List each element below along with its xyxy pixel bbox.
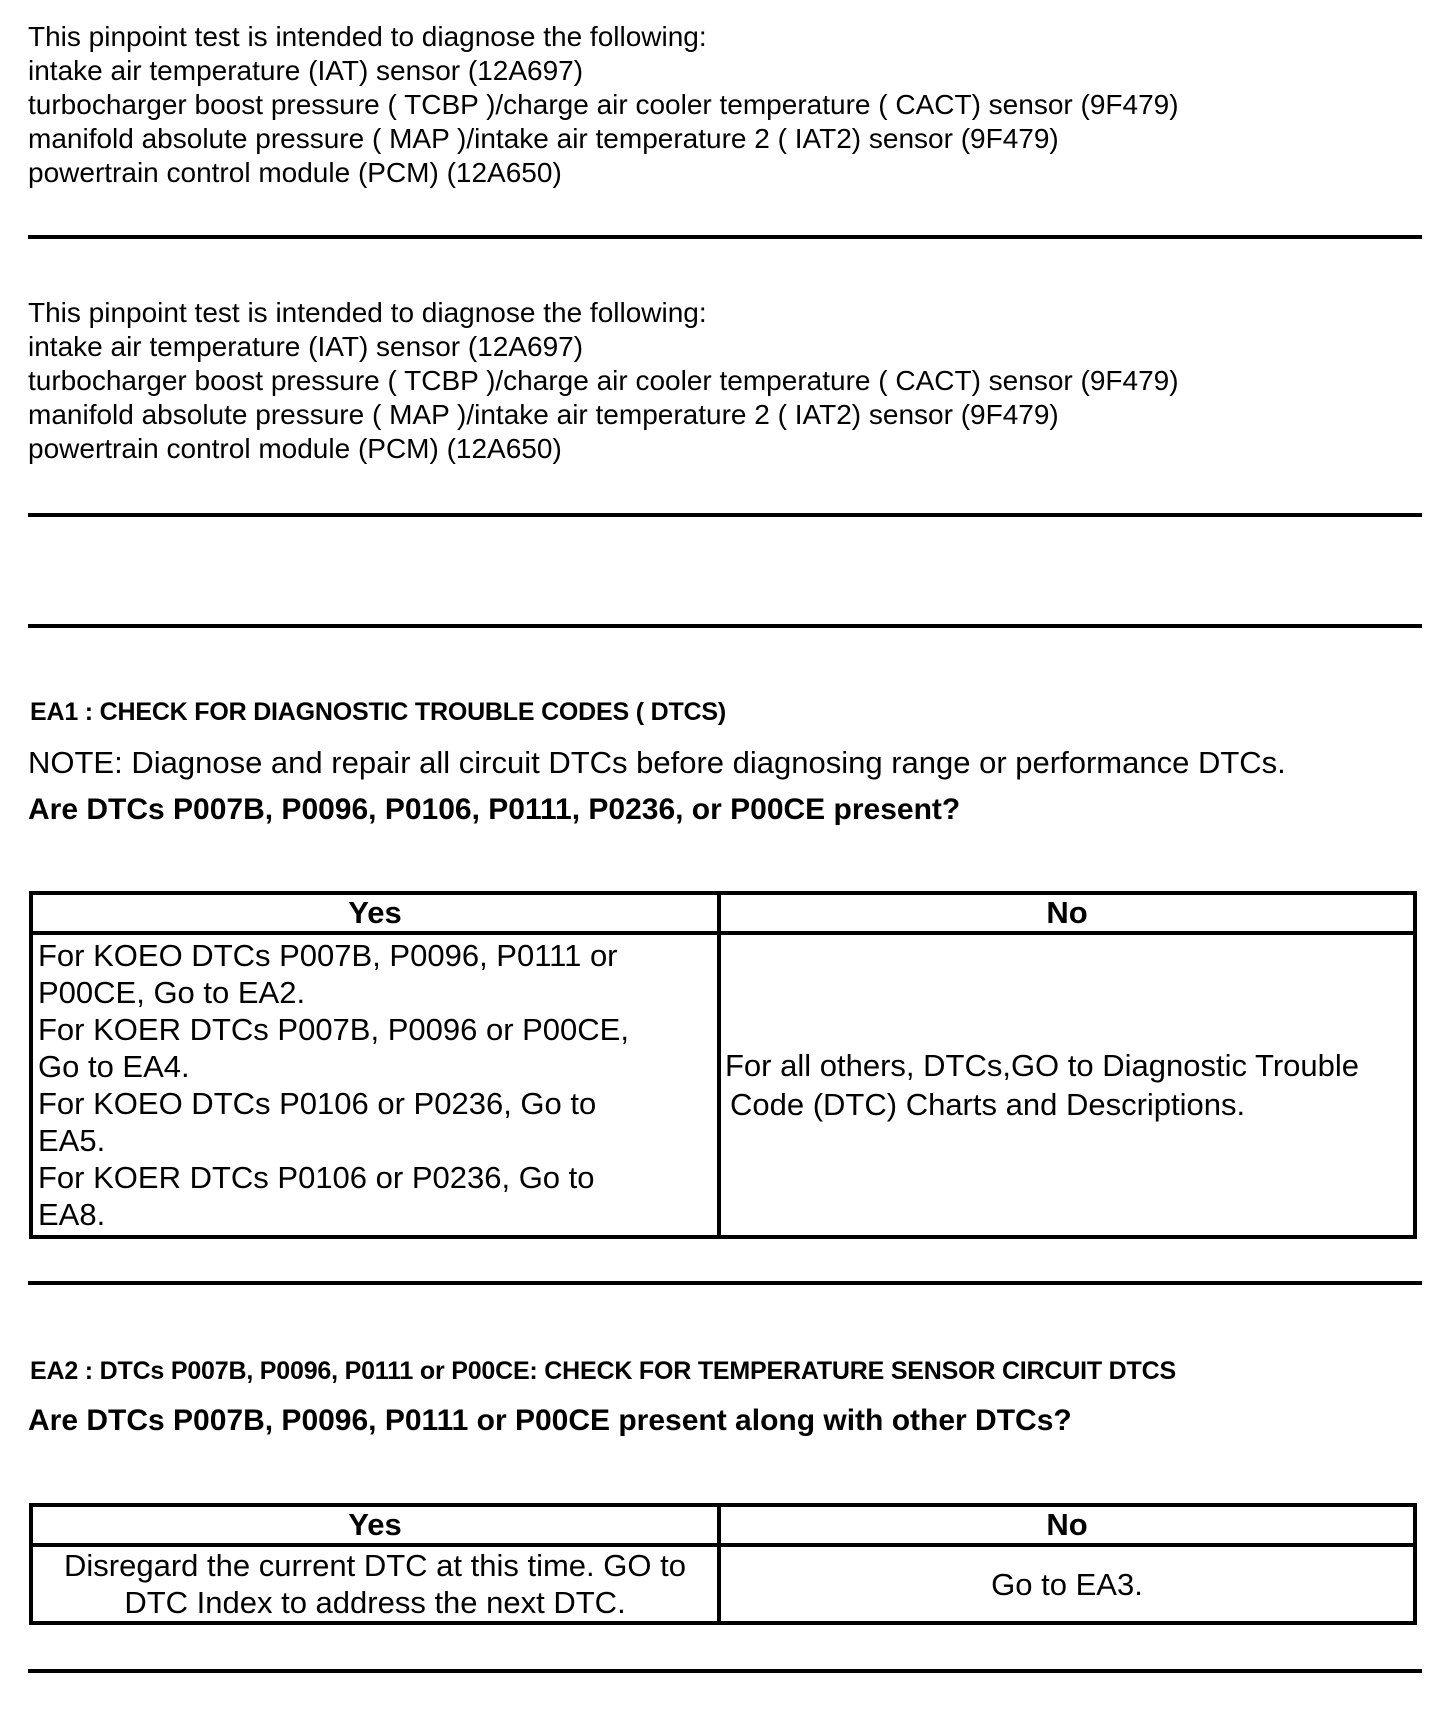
intro-line: powertrain control module (PCM) (12A650)	[28, 157, 562, 188]
intro-line: intake air temperature (IAT) sensor (12A697)	[28, 331, 584, 362]
divider-rule	[28, 235, 1422, 239]
ea2-yes-no-table	[29, 1503, 1417, 1625]
intro-line: manifold absolute pressure ( MAP )/intake air temperature 2 ( IAT2) sensor (9F479)	[28, 399, 1059, 430]
yes-line: For KOER DTCs P007B, P0096 or P00CE,	[38, 1012, 629, 1047]
intro-line: manifold absolute pressure ( MAP )/intake air temperature 2 ( IAT2) sensor (9F479)	[28, 123, 1059, 154]
intro-line: This pinpoint test is intended to diagnose the following:	[28, 297, 707, 328]
ea2-question: Are DTCs P007B, P0096, P0111 or P00CE present along with other DTCs?	[28, 1404, 1072, 1437]
no-line: Code (DTC) Charts and Descriptions.	[730, 1087, 1246, 1122]
intro-line: This pinpoint test is intended to diagnose the following:	[28, 21, 707, 52]
no-line: For all others, DTCs,GO to Diagnostic Trouble	[725, 1048, 1360, 1083]
no-cell	[719, 933, 1415, 1237]
yes-line: EA5.	[38, 1123, 106, 1158]
yes-header: Yes	[31, 1505, 719, 1545]
no-cell: Go to EA3.	[719, 1545, 1415, 1623]
table-row	[31, 1545, 1415, 1623]
no-header: No	[719, 893, 1415, 933]
divider-rule	[28, 1281, 1422, 1285]
ea1-heading: EA1 : CHECK FOR DIAGNOSTIC TROUBLE CODES ( DTCS)	[30, 698, 726, 726]
ea1-question: Are DTCs P007B, P0096, P0106, P0111, P0236, or P00CE present?	[28, 793, 961, 826]
no-header: No	[719, 1505, 1415, 1545]
yes-cell	[31, 1545, 719, 1623]
intro-block-1	[28, 20, 1408, 190]
divider-rule	[28, 513, 1422, 517]
intro-line: powertrain control module (PCM) (12A650)	[28, 433, 562, 464]
intro-block-2	[28, 296, 1408, 466]
yes-line: EA8.	[38, 1197, 106, 1232]
yes-line: DTC Index to address the next DTC.	[124, 1585, 626, 1620]
yes-line: Disregard the current DTC at this time. GO to	[64, 1548, 686, 1583]
table-header-row	[31, 893, 1415, 933]
intro-line: turbocharger boost pressure ( TCBP )/charge air cooler temperature ( CACT) sensor (9F479)	[28, 89, 1179, 120]
intro-line: intake air temperature (IAT) sensor (12A697)	[28, 55, 584, 86]
yes-header: Yes	[31, 893, 719, 933]
yes-line: Go to EA4.	[38, 1049, 190, 1084]
intro-line: turbocharger boost pressure ( TCBP )/charge air cooler temperature ( CACT) sensor (9F479)	[28, 365, 1179, 396]
yes-line: For KOEO DTCs P0106 or P0236, Go to	[38, 1086, 597, 1121]
yes-line: For KOER DTCs P0106 or P0236, Go to	[38, 1160, 595, 1195]
yes-line: P00CE, Go to EA2.	[38, 975, 306, 1010]
yes-cell	[31, 933, 719, 1237]
table-header-row	[31, 1505, 1415, 1545]
divider-rule	[28, 624, 1422, 628]
divider-rule	[28, 1669, 1422, 1673]
ea1-note: NOTE: Diagnose and repair all circuit DTCs before diagnosing range or performance DTCs.	[28, 745, 1286, 780]
ea1-yes-no-table	[29, 891, 1417, 1239]
table-row	[31, 933, 1415, 1237]
yes-line: For KOEO DTCs P007B, P0096, P0111 or	[38, 938, 618, 973]
ea2-heading: EA2 : DTCs P007B, P0096, P0111 or P00CE: CHECK FOR TEMPERATURE SENSOR CIRCUIT DTCS	[30, 1357, 1176, 1385]
